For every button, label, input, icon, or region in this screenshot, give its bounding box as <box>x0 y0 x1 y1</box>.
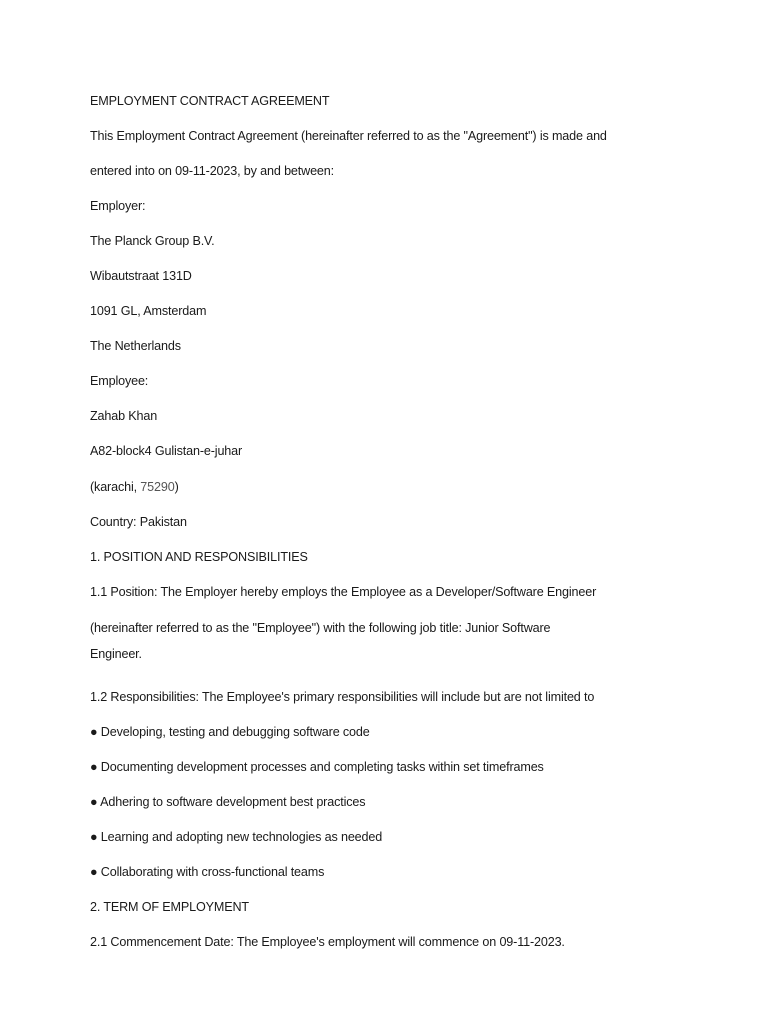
list-item: ● Documenting development processes and completing tasks within set timeframes <box>90 760 544 774</box>
list-item: ● Adhering to software development best practices <box>90 795 366 809</box>
section-1-heading: 1. POSITION AND RESPONSIBILITIES <box>90 550 308 564</box>
employee-name: Zahab Khan <box>90 409 158 423</box>
employee-postcode: 75290 <box>140 480 175 494</box>
section-2-heading: 2. TERM OF EMPLOYMENT <box>90 900 249 914</box>
employer-street: Wibautstraat 131D <box>90 269 192 283</box>
employer-country: The Netherlands <box>90 339 181 353</box>
position-line-2: (hereinafter referred to as the "Employee") with the following job title: Junior Software <box>90 621 551 635</box>
list-item: ● Learning and adopting new technologies as needed <box>90 830 383 844</box>
document-title: EMPLOYMENT CONTRACT AGREEMENT <box>90 94 330 108</box>
employer-heading: Employer: <box>90 199 146 213</box>
employee-country: Country: Pakistan <box>90 515 187 529</box>
employer-name: The Planck Group B.V. <box>90 234 215 248</box>
employee-city-close: ) <box>174 480 179 494</box>
employee-address: A82-block4 Gulistan-e-juhar <box>90 444 243 458</box>
employee-city <box>90 479 179 495</box>
responsibilities-intro: 1.2 Responsibilities: The Employee's primary responsibilities will include but are not limited to <box>90 690 595 704</box>
list-item: ● Developing, testing and debugging software code <box>90 725 370 739</box>
intro-line-2: entered into on 09-11-2023, by and between: <box>90 164 334 178</box>
employee-city-open: (karachi, <box>90 480 141 494</box>
position-line-3: Engineer. <box>90 647 142 661</box>
employee-heading: Employee: <box>90 374 149 388</box>
commencement-date: 2.1 Commencement Date: The Employee's employment will commence on 09-11-2023. <box>90 935 565 949</box>
list-item: ● Collaborating with cross-functional teams <box>90 865 325 879</box>
employer-city: 1091 GL, Amsterdam <box>90 304 207 318</box>
intro-line-1: This Employment Contract Agreement (hereinafter referred to as the "Agreement") is made and <box>90 129 607 143</box>
position-line-1: 1.1 Position: The Employer hereby employs the Employee as a Developer/Software Engineer <box>90 585 597 599</box>
